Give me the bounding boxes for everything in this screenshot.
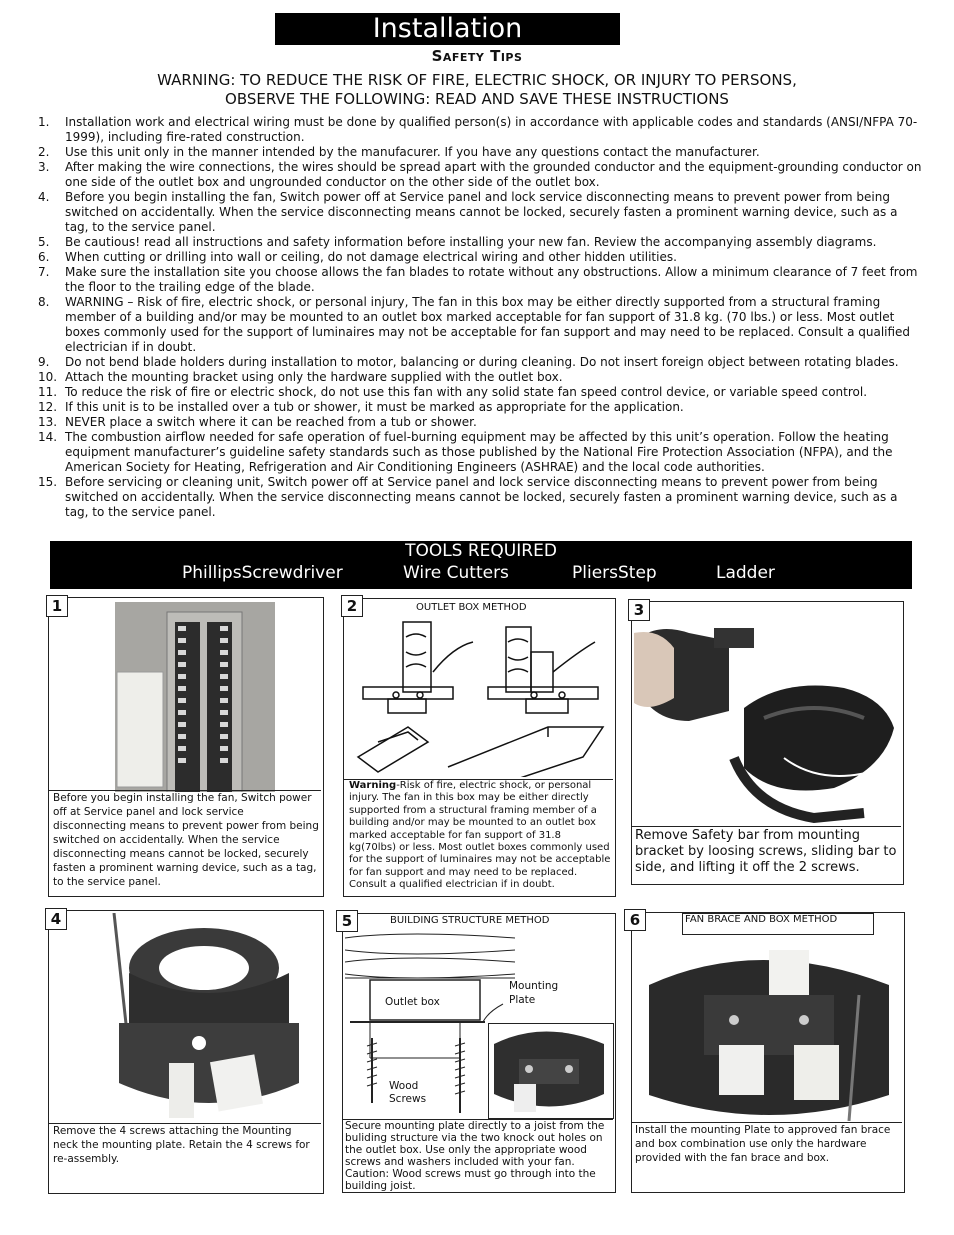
tip-text: WARNING – Risk of fire, electric shock, or personal injury, The fan in this box may be either directly supported from a structural framing member of a building and/or may be mounted to an outlet box marked acceptable for fan support of 31.8 kg. (70 lbs.) or less. Most outlet boxes commonly used for the support of luminaires may not be acceptable for fan support and may need to be replaced. Consult a qualified electrician if in doubt.: [65, 295, 911, 354]
tip-text: Attach the mounting bracket using only the hardware supplied with the outlet box.: [65, 370, 563, 384]
step-number: 3: [628, 599, 650, 621]
step-number: 2: [341, 595, 363, 617]
step-number: 6: [624, 909, 646, 931]
tip-number: 8.: [38, 295, 50, 309]
safety-tip-item: [38, 235, 924, 250]
step-1-caption: Before you begin installing the fan, Switch power off at Service panel and lock service disconnecting means to prevent power from being switched on accidentally. When the service disconnecting means cannot be locked, securely fasten a prominent warning device, such as a tag, to the service panel.: [53, 792, 319, 888]
fan-brace-photo: [634, 935, 902, 1121]
tip-number: 2.: [38, 145, 50, 159]
safety-tip-item: [38, 145, 924, 160]
screws-label: Screws: [389, 1093, 427, 1105]
tip-text: The combustion airflow needed for safe operation of fuel-burning equipment may be affected by this unit’s operation. Follow the heating equipment manufacturer’s guideline safety standards such as those published by the National Fire Protection Association (NFPA), and the American Society for Heating, Refrigeration and Air Conditioning Engineers (ASHRAE) and the local code authorities.: [65, 430, 893, 474]
warning-line-2: OBSERVE THE FOLLOWING: READ AND SAVE THESE INSTRUCTIONS: [225, 90, 729, 108]
breaker-panel-photo: [115, 602, 275, 792]
outlet-box-method-label: OUTLET BOX METHOD: [416, 602, 527, 613]
safety-tip-item: [38, 295, 924, 355]
mounting-label: Mounting: [509, 980, 559, 992]
safety-tip-item: [38, 430, 924, 475]
safety-tips-heading: Safety Tips: [431, 47, 523, 65]
step-5-panel: [342, 913, 616, 1193]
safety-tip-item: [38, 355, 924, 370]
step-number: 5: [336, 910, 358, 932]
safety-tips-list: [38, 115, 924, 520]
fan-brace-method-label: FAN BRACE AND BOX METHOD: [685, 914, 838, 925]
mounting-bracket-photo: [634, 618, 902, 828]
tool-item: PhillipsScrewdriver: [182, 563, 343, 583]
tip-number: 9.: [38, 355, 50, 369]
safety-tip-item: [38, 370, 924, 385]
tip-text: Use this unit only in the manner intended by the manufacurer. If you have any questions contact the manufacturer.: [65, 145, 760, 159]
step-number: 1: [46, 595, 68, 617]
warning-text: -Risk of fire, electric shock, or personal injury. The fan in this box may be either directly supported from a structural framing member of a building and/or may be mounted to an outlet box marked acceptable for fan support of 31.8 kg(70lbs) or less. Most outlet boxes commonly used for the support of luminaires may not be acceptable for fan support and may need to be replaced. Consult a qualified electrician if in doubt.: [349, 780, 611, 891]
tip-number: 5.: [38, 235, 50, 249]
tip-number: 10.: [38, 370, 58, 384]
tip-text: Do not bend blade holders during installation to motor, balancing or during cleaning. Do not insert foreign object between rotating blades.: [65, 355, 899, 369]
step-number: 4: [45, 908, 67, 930]
step-6-caption: Install the mounting Plate to approved fan brace and box combination use only the hardware provided with the fan brace and box.: [635, 1124, 891, 1164]
step-5-caption: Secure mounting plate directly to a joist from the buliding structure via the two knock out holes on the outlet box. Use only the appropriate wood screws and washers included with your fan. Caution: Wood screws must go through into the building joist.: [345, 1120, 605, 1192]
step-6-panel: [631, 912, 905, 1193]
step-3-panel: [631, 601, 904, 885]
tip-text: Make sure the installation site you choose allows the fan blades to rotate without any obstructions. Allow a minimum clearance of 7 feet from the floor to the trailing edge of the blade.: [65, 265, 918, 294]
label-box: [682, 913, 874, 935]
building-structure-method-label: BUILDING STRUCTURE METHOD: [390, 915, 550, 926]
tip-text: After making the wire connections, the wires should be spread apart with the grounded conductor and the equipment-grounding conductor on one side of the outlet box and ungrounded conductor on the other side of the outlet box.: [65, 160, 922, 189]
tip-number: 11.: [38, 385, 58, 399]
tools-required-bar: [50, 541, 912, 589]
tip-number: 15.: [38, 475, 58, 489]
outlet-box-diagram: [348, 617, 610, 777]
step-1-panel: [48, 597, 324, 897]
safety-tip-item: [38, 265, 924, 295]
tip-text: NEVER place a switch where it can be reached from a tub or shower.: [65, 415, 477, 429]
safety-tip-item: [38, 475, 924, 520]
tip-number: 6.: [38, 250, 50, 264]
tip-number: 3.: [38, 160, 50, 174]
step-2-panel: [343, 598, 616, 897]
plate-label: Plate: [509, 994, 536, 1006]
tip-number: 1.: [38, 115, 50, 129]
warning-bold: Warning: [349, 780, 397, 791]
tip-text: Before servicing or cleaning unit, Switch power off at Service panel and lock service disconnecting means to prevent power from being switched on accidentally. When the service disconnecting means cannot be locked, securely fasten a prominent warning device, such as a tag, to the service panel.: [65, 475, 898, 519]
tool-item: Ladder: [716, 563, 775, 583]
tools-heading: TOOLS REQUIRED: [405, 541, 557, 561]
safety-tip-item: [38, 250, 924, 265]
tip-text: When cutting or drilling into wall or ceiling, do not damage electrical wiring and other hidden utilities.: [65, 250, 677, 264]
page-title: Installation: [275, 13, 620, 45]
tip-text: Installation work and electrical wiring must be done by qualified person(s) in accordance with applicable codes and standards (ANSI/NFPA 70-1999), including fire-rated construction.: [65, 115, 918, 144]
safety-tip-item: [38, 160, 924, 190]
tip-text: Be cautious! read all instructions and safety information before installing your new fan. Review the accompanying assembly diagrams.: [65, 235, 877, 249]
tip-text: To reduce the risk of fire or electric shock, do not use this fan with any solid state fan speed control device, or variable speed control.: [65, 385, 868, 399]
outlet-box-label: Outlet box: [385, 996, 440, 1008]
tip-text: Before you begin installing the fan, Switch power off at Service panel and lock service disconnecting means to prevent power from being switched on accidentally. When the service disconnecting means cannot be locked, securely fasten a prominent warning device, such as a tag, to the service panel.: [65, 190, 898, 234]
safety-tip-item: [38, 115, 924, 145]
step-2-caption: [349, 780, 611, 892]
tip-number: 4.: [38, 190, 50, 204]
joist-mount-photo: [488, 1023, 614, 1119]
tip-number: 12.: [38, 400, 58, 414]
step-4-caption: Remove the 4 screws attaching the Mounting neck the mounting plate. Retain the 4 screws for re-assembly.: [53, 1125, 310, 1165]
tip-number: 14.: [38, 430, 58, 444]
mounting-neck-photo: [109, 913, 309, 1123]
tool-item: Wire Cutters: [403, 563, 509, 583]
tip-number: 7.: [38, 265, 50, 279]
step-3-caption: Remove Safety bar from mounting bracket by loosing screws, sliding bar to side, and lifting it off the 2 screws.: [635, 828, 897, 875]
safety-tip-item: [38, 385, 924, 400]
step-4-panel: [48, 910, 324, 1194]
warning-line-1: WARNING: TO REDUCE THE RISK OF FIRE, ELECTRIC SHOCK, OR INJURY TO PERSONS,: [157, 71, 797, 89]
tool-item: PliersStep: [572, 563, 657, 583]
safety-tip-item: [38, 190, 924, 235]
tip-number: 13.: [38, 415, 58, 429]
divider: [632, 826, 901, 827]
warning-statement: [0, 71, 954, 109]
wood-label: Wood: [389, 1080, 419, 1092]
tip-text: If this unit is to be installed over a tub or shower, it must be marked as appropriate for the application.: [65, 400, 684, 414]
safety-tip-item: [38, 400, 924, 415]
safety-tip-item: [38, 415, 924, 430]
